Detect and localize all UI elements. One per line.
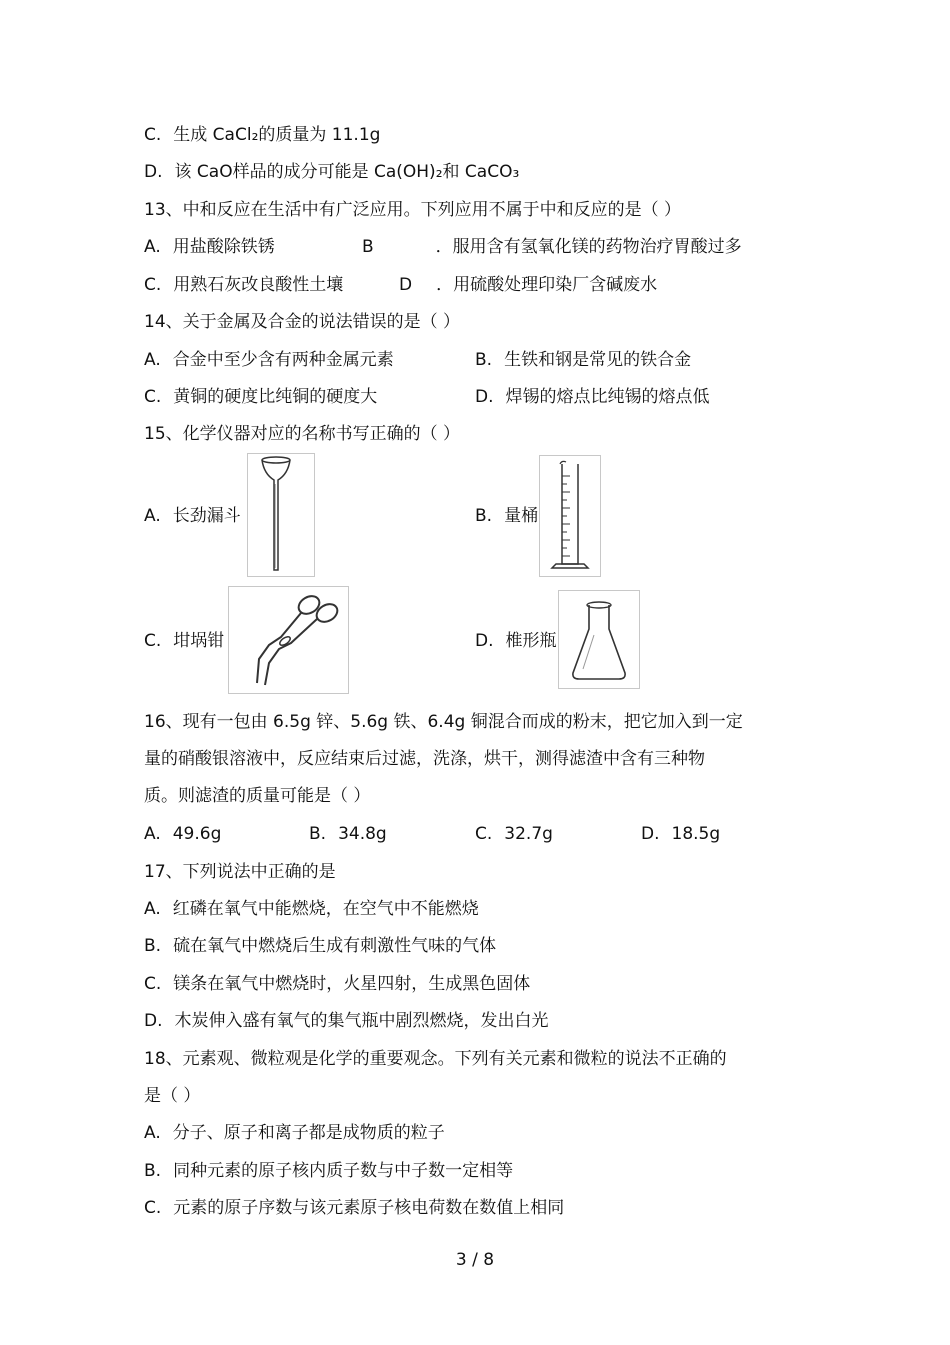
option-text: 18.5g <box>671 824 721 844</box>
option-label: B. <box>475 350 493 370</box>
q15-option-d <box>475 630 557 652</box>
option-text: 镁条在氧气中燃烧时，火星四射，生成黑色固体 <box>173 974 531 994</box>
long-neck-funnel-icon <box>248 454 314 576</box>
q18-option-c <box>144 1197 564 1219</box>
option-text: 34.8g <box>338 824 387 844</box>
option-text: 49.6g <box>172 824 222 844</box>
q15-stem: 15、化学仪器对应的名称书写正确的（ ） <box>144 424 461 444</box>
option-label: A. <box>144 1123 161 1143</box>
option-label: B. <box>144 1161 162 1181</box>
option-label: A. <box>144 824 161 844</box>
q14-option-a <box>144 349 394 371</box>
option-label: C. <box>144 631 162 651</box>
option-label: D. <box>144 162 163 182</box>
option-label: A. <box>144 237 161 257</box>
q16-option-a <box>144 823 221 845</box>
q14-option-c <box>144 386 377 408</box>
option-label: C. <box>144 125 162 145</box>
q14-option-d <box>475 386 710 408</box>
option-text: 该 CaO样品的成分可能是 Ca(OH)₂和 CaCO₃ <box>174 162 520 182</box>
q16-stem-line-1: 16、现有一包由 6.5g 锌、5.6g 铁、6.4g 铜混合而成的粉末，把它加入到一定 <box>144 712 743 732</box>
option-text: 元素的原子序数与该元素原子核电荷数在数值上相同 <box>173 1198 565 1218</box>
option-label: C. <box>144 275 162 295</box>
q15-option-c <box>144 630 224 652</box>
option-text: 硫在氧气中燃烧后生成有刺激性气味的气体 <box>173 936 497 956</box>
measuring-cylinder-image <box>539 455 601 577</box>
q18-stem-line-1: 18、元素观、微粒观是化学的重要观念。下列有关元素和微粒的说法不正确的 <box>144 1049 727 1069</box>
option-label: C. <box>475 824 493 844</box>
option-text: 焊锡的熔点比纯锡的熔点低 <box>505 387 710 407</box>
option-label: C. <box>144 387 162 407</box>
q13-stem: 13、中和反应在生活中有广泛应用。下列应用不属于中和反应的是（ ） <box>144 200 682 220</box>
q16-stem-line-2: 量的硝酸银溶液中，反应结束后过滤，洗涤，烘干，测得滤渣中含有三种物 <box>144 749 705 769</box>
option-text: 黄铜的硬度比纯铜的硬度大 <box>173 387 378 407</box>
q17-option-c <box>144 973 530 995</box>
option-label: D. <box>475 631 494 651</box>
option-text: 坩埚钳 <box>173 631 225 651</box>
option-label: D. <box>475 387 494 407</box>
option-label: B. <box>309 824 327 844</box>
option-text: 合金中至少含有两种金属元素 <box>172 350 394 370</box>
q18-option-b <box>144 1160 513 1182</box>
option-text: 量桶 <box>504 506 539 526</box>
option-text: 木炭伸入盛有氧气的集气瓶中剧烈燃烧，发出白光 <box>174 1011 549 1031</box>
q17-option-a <box>144 898 479 920</box>
conical-flask-icon <box>559 591 639 688</box>
q13-option-c <box>144 274 343 296</box>
q12-option-d <box>144 161 519 183</box>
option-text: 红磷在氧气中能燃烧，在空气中不能燃烧 <box>172 899 479 919</box>
q13-option-b <box>362 236 742 258</box>
q16-option-d <box>641 823 720 845</box>
option-label: D. <box>641 824 660 844</box>
q15-option-b <box>475 505 538 527</box>
option-text: 椎形瓶 <box>505 631 557 651</box>
option-label: D. <box>144 1011 163 1031</box>
option-text: ．服用含有氢氧化镁的药物治疗胃酸过多 <box>435 237 742 257</box>
option-text: 长劲漏斗 <box>172 506 241 526</box>
q16-option-b <box>309 823 387 845</box>
option-label: B <box>362 237 374 257</box>
q17-stem: 17、下列说法中正确的是 <box>144 862 336 882</box>
option-label: C. <box>144 974 162 994</box>
option-label: A. <box>144 899 161 919</box>
measuring-cylinder-icon <box>540 456 600 576</box>
option-label: B. <box>144 936 162 956</box>
option-text: 用盐酸除铁锈 <box>172 237 275 257</box>
option-label: A. <box>144 506 161 526</box>
q14-stem: 14、关于金属及合金的说法错误的是（ ） <box>144 312 461 332</box>
q18-stem-line-2: 是（ ） <box>144 1086 201 1106</box>
q15-option-a <box>144 505 241 527</box>
option-text: 生成 CaCl₂的质量为 11.1g <box>173 125 381 145</box>
option-label: A. <box>144 350 161 370</box>
option-text: 32.7g <box>504 824 553 844</box>
option-label: B. <box>475 506 493 526</box>
page-number: 3 / 8 <box>455 1250 495 1270</box>
option-text: 生铁和钢是常见的铁合金 <box>504 350 692 370</box>
conical-flask-image <box>558 590 640 689</box>
option-text: 用熟石灰改良酸性土壤 <box>173 275 344 295</box>
option-label: D <box>399 275 413 295</box>
q17-option-b <box>144 935 496 957</box>
crucible-tongs-icon <box>229 587 348 693</box>
option-label: C. <box>144 1198 162 1218</box>
crucible-tongs-image <box>228 586 349 694</box>
q18-option-a <box>144 1122 445 1144</box>
option-text: ．用硫酸处理印染厂含碱废水 <box>436 275 658 295</box>
option-text: 同种元素的原子核内质子数与中子数一定相等 <box>173 1161 514 1181</box>
q16-stem-line-3: 质。则滤渣的质量可能是（ ） <box>144 786 371 806</box>
long-neck-funnel-image <box>247 453 315 577</box>
q13-option-d <box>399 274 657 296</box>
q14-option-b <box>475 349 691 371</box>
q16-option-c <box>475 823 553 845</box>
option-text: 分子、原子和离子都是成物质的粒子 <box>172 1123 445 1143</box>
q12-option-c <box>144 124 380 146</box>
q13-option-a <box>144 236 275 258</box>
q17-option-d <box>144 1010 549 1032</box>
